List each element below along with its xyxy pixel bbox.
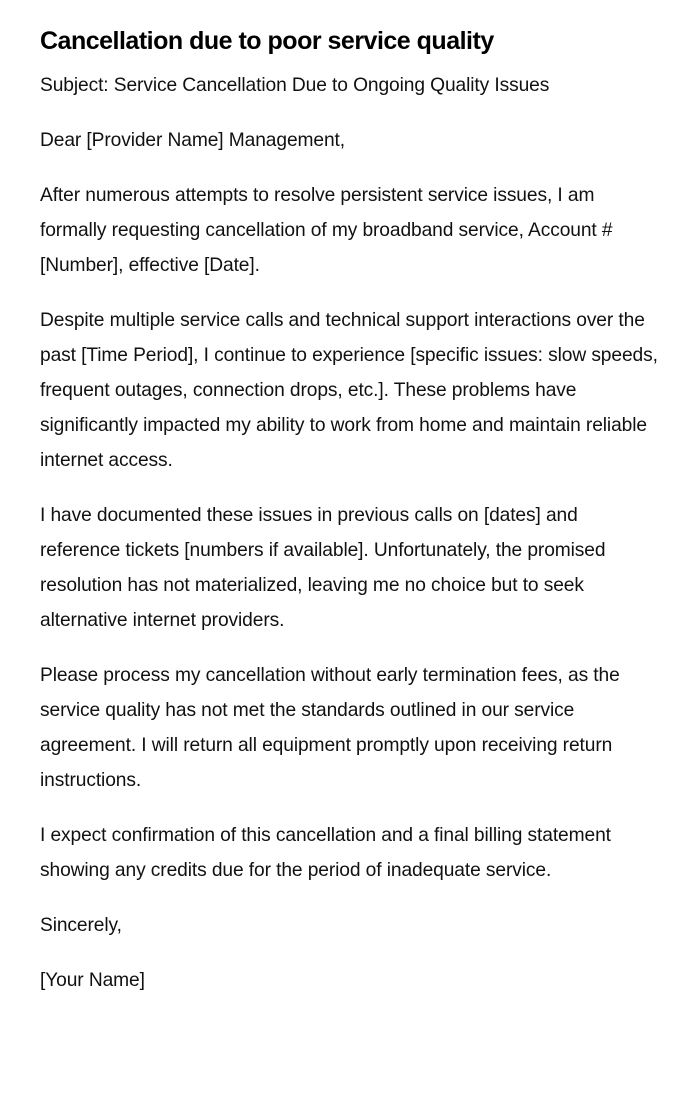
body-paragraph-documentation: I have documented these issues in previous calls on [dates] and reference tickets [numbers if available]. Unfortunately, the promised resolution has not materialized, leaving me no choice but to seek alternative internet providers. xyxy=(40,505,606,631)
signature: [Your Name] xyxy=(40,970,145,991)
body-paragraph-request: Please process my cancellation without early termination fees, as the service quality has not met the standards outlined in our service agreement. I will return all equipment promptly upon receiving return instructions. xyxy=(40,665,620,791)
salutation: Dear [Provider Name] Management, xyxy=(40,130,345,151)
closing: Sincerely, xyxy=(40,915,122,936)
body-paragraph-intro: After numerous attempts to resolve persistent service issues, I am formally requesting cancellation of my broadband service, Account #[Number], effective [Date]. xyxy=(40,185,613,276)
document-title: Cancellation due to poor service quality xyxy=(40,27,494,55)
body-paragraph-confirmation: I expect confirmation of this cancellation and a final billing statement showing any credits due for the period of inadequate service. xyxy=(40,825,611,881)
subject-line: Subject: Service Cancellation Due to Ongoing Quality Issues xyxy=(40,75,550,96)
body-paragraph-issues: Despite multiple service calls and technical support interactions over the past [Time Period], I continue to experience [specific issues: slow speeds, frequent outages, connection drops, etc.]. These problems have significantly impacted my ability to work from home and maintain reliable internet access. xyxy=(40,310,658,471)
